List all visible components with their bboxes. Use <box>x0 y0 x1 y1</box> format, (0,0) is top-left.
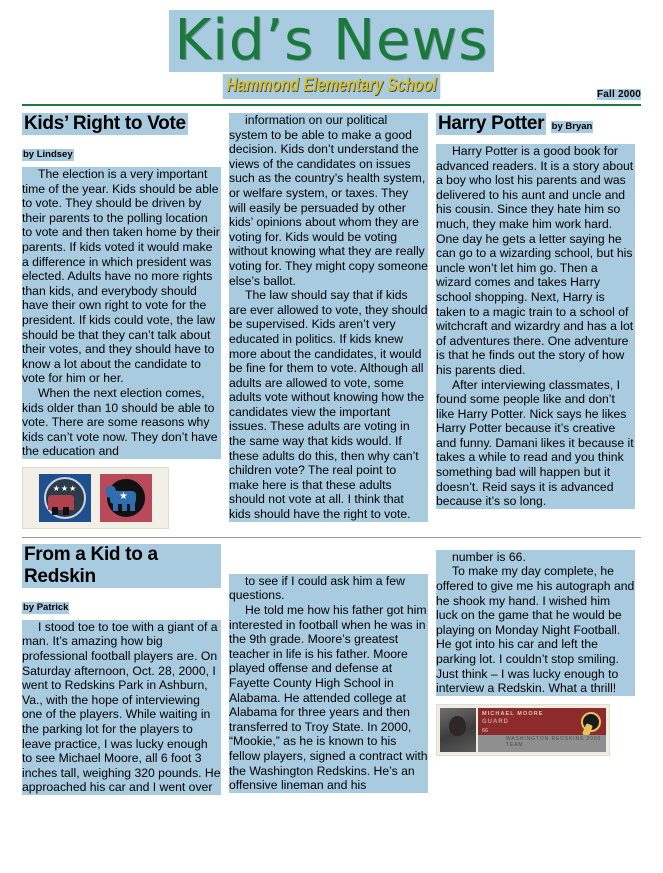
article-body-continued <box>229 574 428 793</box>
paragraph: When the next election comes, kids older than 10 should be able to vote. There are some reasons why kids can’t vote now. They don’t have the education and <box>22 386 221 459</box>
article-from-a-kid-to-a-redskin-column-1 <box>22 544 221 795</box>
political-party-logos-figure <box>22 467 169 529</box>
paragraph: The election is a very important time of the year. Kids should be able to vote. They should be driven by their parents to the polling location to vote and then taken home by their parents. If kids voted it would make a difference in which president was elected. Adults have no more rights than kids, and everybody should have their own right to vote for the president. If kids could vote, the law should be that they can’t talk about their votes, and they should have to know a lot about the candidate to vote for him or her. <box>22 167 220 386</box>
bottom-article-section <box>22 544 641 795</box>
donkey-leg <box>113 502 118 511</box>
article-body <box>436 144 635 509</box>
article-body <box>22 620 221 795</box>
paragraph: The law should say that if kids are ever allowed to vote, they should be supervised. Kids aren’t very educated in politics. If kids knew more about the candidates, it would be fine for them to vote. Although all adults are allowed to vote, some adults vote without knowing how the candidates view the important issues. These adults are voting in the same way that kids would. If these adults do this, then why can’t children vote? The real point to make here is that these adults should not vote at all. I think that kids should have the right to vote. <box>229 288 428 522</box>
democrat-logo-icon <box>100 474 152 522</box>
paragraph: to see if I could ask him a few questions. <box>229 574 428 603</box>
masthead-subtitle-row <box>22 74 641 100</box>
page-title: Kid’s News <box>169 10 495 72</box>
star-icon: ★ <box>119 490 128 502</box>
elephant-leg <box>63 507 69 515</box>
article-headline: Kids’ Right to Vote <box>24 113 186 134</box>
article-from-a-kid-to-a-redskin-column-3 <box>436 544 635 795</box>
paragraph: number is 66. <box>436 550 635 565</box>
masthead <box>22 0 641 106</box>
article-body-continued <box>229 113 428 522</box>
article-body-continued <box>436 550 635 696</box>
michael-moore-player-card-figure <box>436 704 610 756</box>
republican-logo-icon <box>39 474 91 522</box>
player-card-tagline: WASHINGTON REDSKINS 2000 TEAM <box>506 735 602 748</box>
article-kids-right-to-vote-column-2 <box>229 113 428 529</box>
player-photo <box>440 708 476 752</box>
article-headline: Harry Potter <box>438 113 545 134</box>
stars-icon: ★★★ <box>52 483 78 493</box>
article-byline: by Lindsey <box>23 149 73 160</box>
paragraph: After interviewing classmates, I found some people like and don’t like Harry Potter. Nick says he likes Harry Potter because it’s creative and funny. Damani likes it because it takes a while to read and you think something bad will happen but it doesn’t. Reid says it is advanced because it’s so long. <box>436 377 634 509</box>
article-headline: From a Kid to a Redskin <box>22 544 221 588</box>
paragraph: I stood toe to toe with a giant of a man. It’s amazing how big professional football players are. On Saturday afternoon, Oct. 28, 2000, I went to Redskins Park in Ashburn, Va., with the hope of interviewing one of the players. While waiting in the parking lot for the players to leave practice, I was lucky enough to see Michael Moore, all 6 foot 3 inches tall, weighing 320 pounds. He approached his car and I went over <box>22 619 221 795</box>
player-name: MICHAEL MOORE <box>482 710 544 717</box>
elephant-leg <box>52 507 58 515</box>
article-body <box>22 167 221 459</box>
school-name: Hammond Elementary School <box>223 74 441 99</box>
paragraph: To make my day complete, he offered to give me his autograph and he shook my hand. I wished him luck on the game that he would be playing on Monday Night Football. He got into his car and left the parking lot. I couldn’t stop smiling. Just think – I was lucky enough to interview a Redskin. What a thrill! <box>436 564 635 696</box>
paragraph: information on our political system to be able to make a good decision. Kids don’t understand the views of the candidates on issues such as the country’s health system, or welfare system, or taxes. They will easily be persuaded by other kids’ opinions about whom they are voting for. Kids would be voting without knowing what they are really voting for. They might copy someone else’s ballot. <box>229 113 428 288</box>
issue-date: Fall 2000 <box>596 89 641 100</box>
donkey-leg <box>122 502 127 511</box>
redskins-logo-icon <box>581 712 601 732</box>
donkey-leg <box>130 502 135 511</box>
top-article-section <box>22 113 641 529</box>
article-kids-right-to-vote-column-1 <box>22 113 221 529</box>
player-position: GUARD <box>482 718 509 725</box>
article-byline: by Bryan <box>551 121 593 132</box>
paragraph: Harry Potter is a good book for advanced readers. It is a story about a boy who lost his parents and was delivered to his aunt and uncle and his cousin. Since they hate him so much, they make him work hard. One day he gets a letter saying he can go to a wizarding school, but his uncle won’t let him go. Then a wizard comes and takes Harry school shopping. Next, Harry is taken to a magic train to a school of witchcraft and wizardry and has a lot of adventures there. One adventure is that he finds out the story of how his parents died. <box>436 144 634 377</box>
article-harry-potter-column-1 <box>436 113 635 529</box>
article-from-a-kid-to-a-redskin-column-2 <box>229 544 428 795</box>
section-divider <box>22 537 641 538</box>
player-card-info <box>478 708 606 752</box>
paragraph: He told me how his father got him interested in football when he was in the 9th grade. Moore’s greatest teacher in life is his father. Moore played offense and defense at Fayette County High School in Alabama. He attended college at Alabama for three years and then transferred to Troy State. In 2000, “Mookie,” as he is known to his fellow players, signed a contract with the Washington Redskins. He’s an offensive lineman and his <box>229 603 428 793</box>
article-byline: by Patrick <box>23 601 69 613</box>
player-number: 66 <box>482 727 489 734</box>
masthead-divider <box>22 104 641 106</box>
